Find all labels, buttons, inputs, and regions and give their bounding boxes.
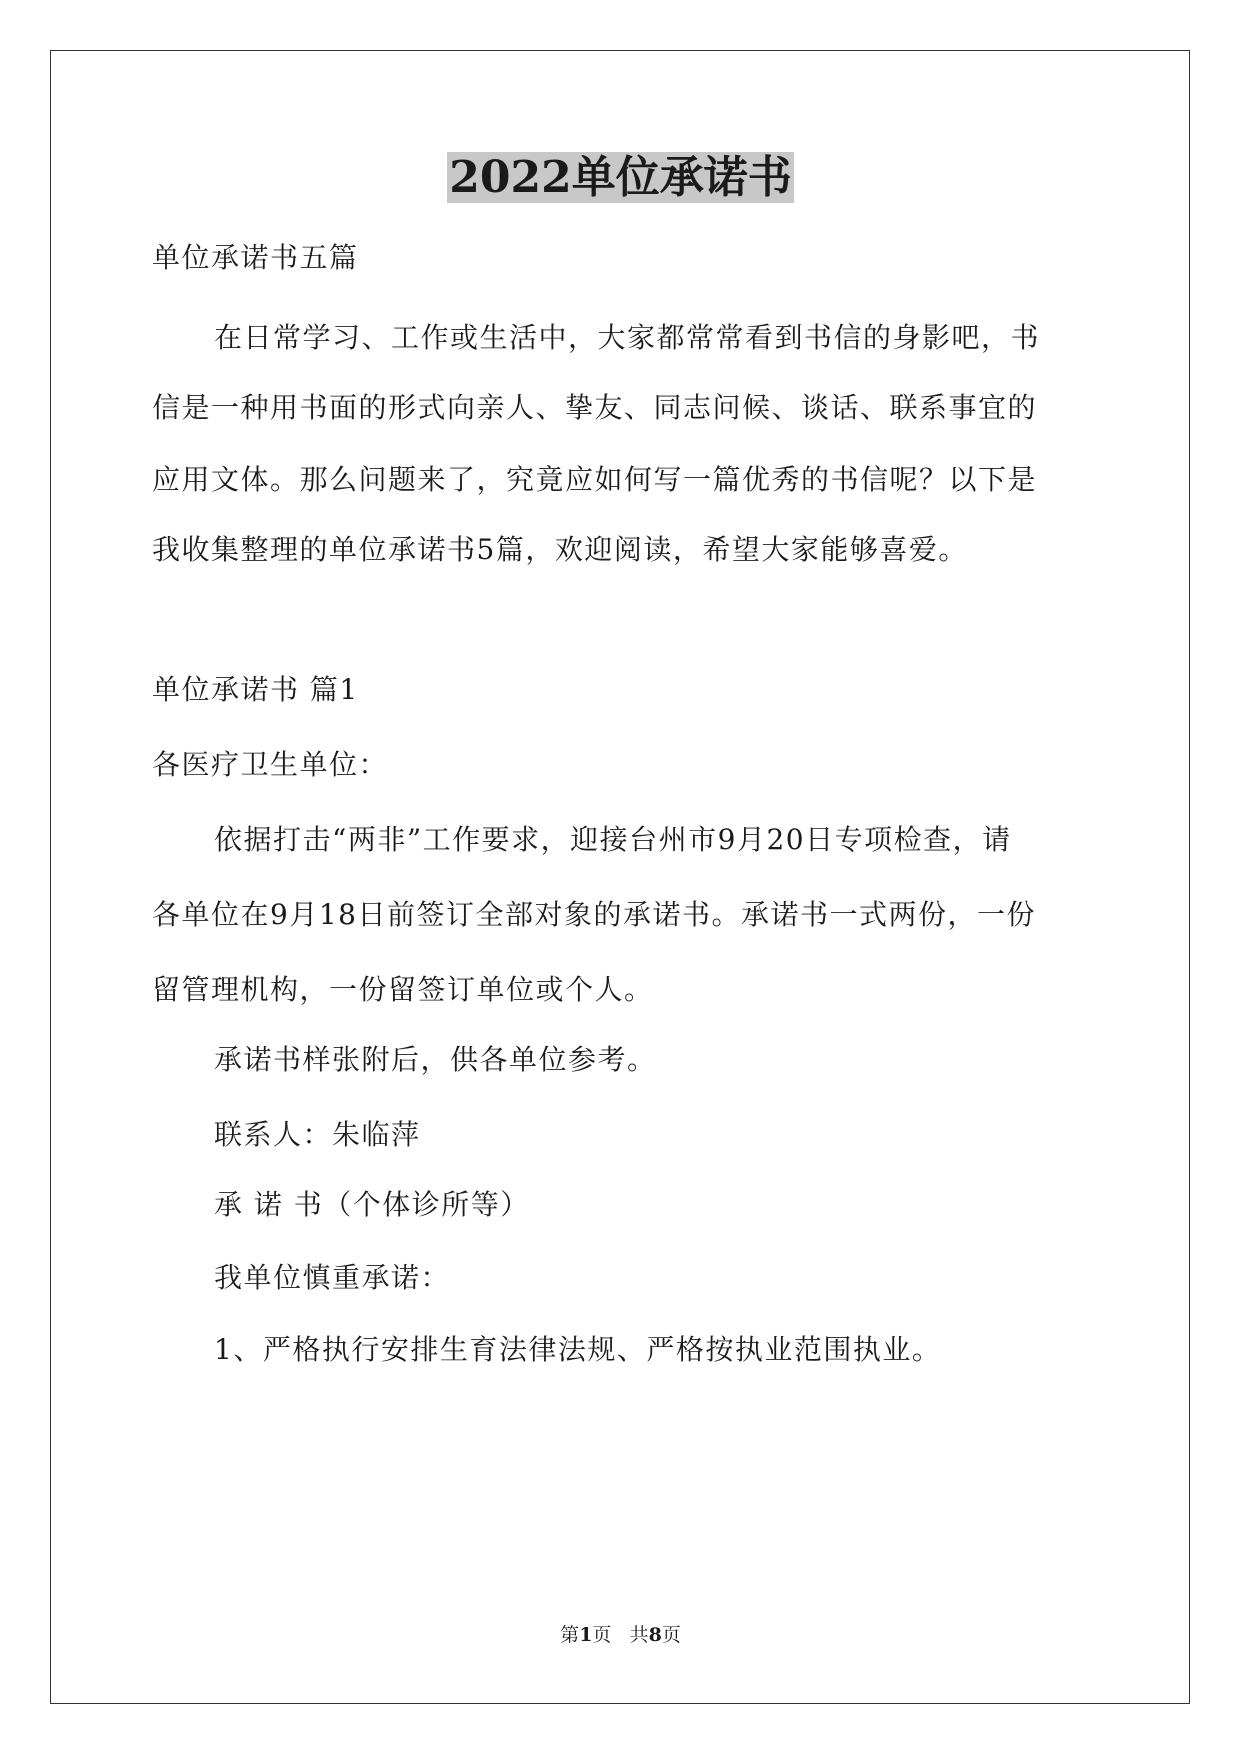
paragraph-line: 信是一种用书面的形式向亲人、挚友、同志问候、谈话、联系事宜的 bbox=[152, 391, 1038, 424]
paragraph-line: 依据打击“两非”工作要求，迎接台州市9月20日专项检查，请 bbox=[214, 823, 1012, 856]
contact-line: 联系人：朱临萍 bbox=[214, 1118, 421, 1151]
page-footer bbox=[0, 1622, 1241, 1648]
subtitle-line: 单位承诺书五篇 bbox=[152, 241, 359, 274]
page-suffix: 页 bbox=[592, 1624, 612, 1646]
pledge-heading: 承 诺 书（个体诊所等） bbox=[214, 1188, 530, 1221]
total-prefix: 共 bbox=[629, 1624, 649, 1646]
section-heading: 单位承诺书 篇1 bbox=[152, 673, 359, 706]
total-suffix: 页 bbox=[661, 1624, 681, 1646]
page-number: 1 bbox=[579, 1624, 593, 1646]
paragraph-line: 我单位慎重承诺： bbox=[214, 1261, 451, 1294]
total-pages: 8 bbox=[648, 1624, 662, 1646]
paragraph-line: 各单位在9月18日前签订全部对象的承诺书。承诺书一式两份，一份 bbox=[152, 898, 1036, 931]
document-title bbox=[0, 148, 1241, 208]
document-title-text: 2022单位承诺书 bbox=[449, 152, 792, 203]
salutation-line: 各医疗卫生单位： bbox=[152, 748, 389, 781]
paragraph-line: 应用文体。那么问题来了，究竟应如何写一篇优秀的书信呢？以下是 bbox=[152, 463, 1038, 496]
paragraph-line: 我收集整理的单位承诺书5篇，欢迎阅读，希望大家能够喜爱。 bbox=[152, 533, 968, 566]
list-item: 1、严格执行安排生育法律法规、严格按执业范围执业。 bbox=[214, 1333, 942, 1366]
paragraph-line: 在日常学习、工作或生活中，大家都常常看到书信的身影吧，书 bbox=[214, 321, 1041, 354]
page-prefix: 第 bbox=[560, 1624, 580, 1646]
paragraph-line: 承诺书样张附后，供各单位参考。 bbox=[214, 1043, 657, 1076]
page-frame bbox=[50, 50, 1190, 1704]
paragraph-line: 留管理机构，一份留签订单位或个人。 bbox=[152, 973, 654, 1006]
